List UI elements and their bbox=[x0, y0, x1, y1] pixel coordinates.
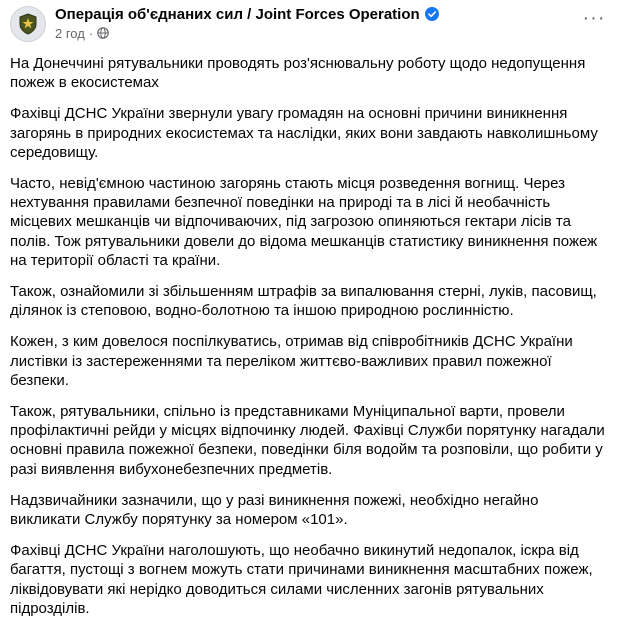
post-text bbox=[10, 54, 610, 630]
more-options-icon[interactable]: ··· bbox=[582, 7, 606, 29]
military-emblem-icon bbox=[16, 12, 40, 36]
post-paragraph: Фахівці ДСНС України наголошують, що необачно викинутий недопалок, іскра від багаття, пустощі з вогнем можуть стати причинами виникнення масштабних пожеж, ліквідовувати які нерідко доводиться силами численних загонів рятувальних підрозділів. bbox=[10, 542, 593, 617]
post-subline bbox=[55, 24, 439, 42]
post-paragraph: Фахівці ДСНС України звернули увагу громадян на основні причини виникнення загорянь в природних екосистемах та наслідки, яких вони завдають навколишньому середовищу. bbox=[10, 105, 598, 161]
post-meta bbox=[55, 4, 439, 42]
post-header bbox=[10, 4, 439, 44]
page-avatar[interactable] bbox=[10, 6, 46, 42]
page-name-link[interactable]: Операція об'єднаних сил / Joint Forces Operation bbox=[55, 5, 420, 23]
post-paragraph: Надзвичайники зазначили, що у разі виникнення пожежі, необхідно негайно викликати Службу порятунку за номером «101». bbox=[10, 491, 539, 529]
post-paragraph: Також, ознайомили зі збільшенням штрафів за випалювання стерні, луків, пасовищ, ділянок із степовою, водно-болотною та іншою природною рослинністю. bbox=[10, 283, 597, 320]
post-paragraph: Кожен, з ким довелося поспілкуватись, отримав від співробітників ДСНС України листівки із застереженнями та переліком життєво-важливих правил пожежної безпеки. bbox=[10, 333, 573, 389]
globe-icon[interactable] bbox=[97, 27, 109, 39]
verified-badge-icon bbox=[425, 7, 439, 21]
post-paragraph: Часто, невід'ємною частиною загорянь стають місця розведення вогнищ. Через нехтування правилами безпечної поведінки на природі та в лісі й необачність місцевих мешканців чи відпочиваючих, під загрозою опиняються гектари лісів та полів. Тож рятувальники довели до відома мешканців статистику виникнення пожеж на території області та країни. bbox=[10, 175, 598, 269]
separator-dot: · bbox=[88, 25, 94, 41]
post-paragraph: Також, рятувальники, спільно із представниками Муніципальної варти, провели профілактичні рейди у місцях відпочинку людей. Фахівці Служби порятунку нагадали основні правила пожежної безпеки, поведінки біля водойм та розповіли, що робити у разі виявлення вибухонебезпечних предметів. bbox=[10, 403, 605, 478]
post-timestamp[interactable]: 2 год bbox=[55, 25, 85, 41]
post-paragraph: На Донеччині рятувальники проводять роз'яснювальну роботу щодо недопущення пожеж в екосистемах bbox=[10, 55, 586, 92]
name-row bbox=[55, 4, 439, 24]
